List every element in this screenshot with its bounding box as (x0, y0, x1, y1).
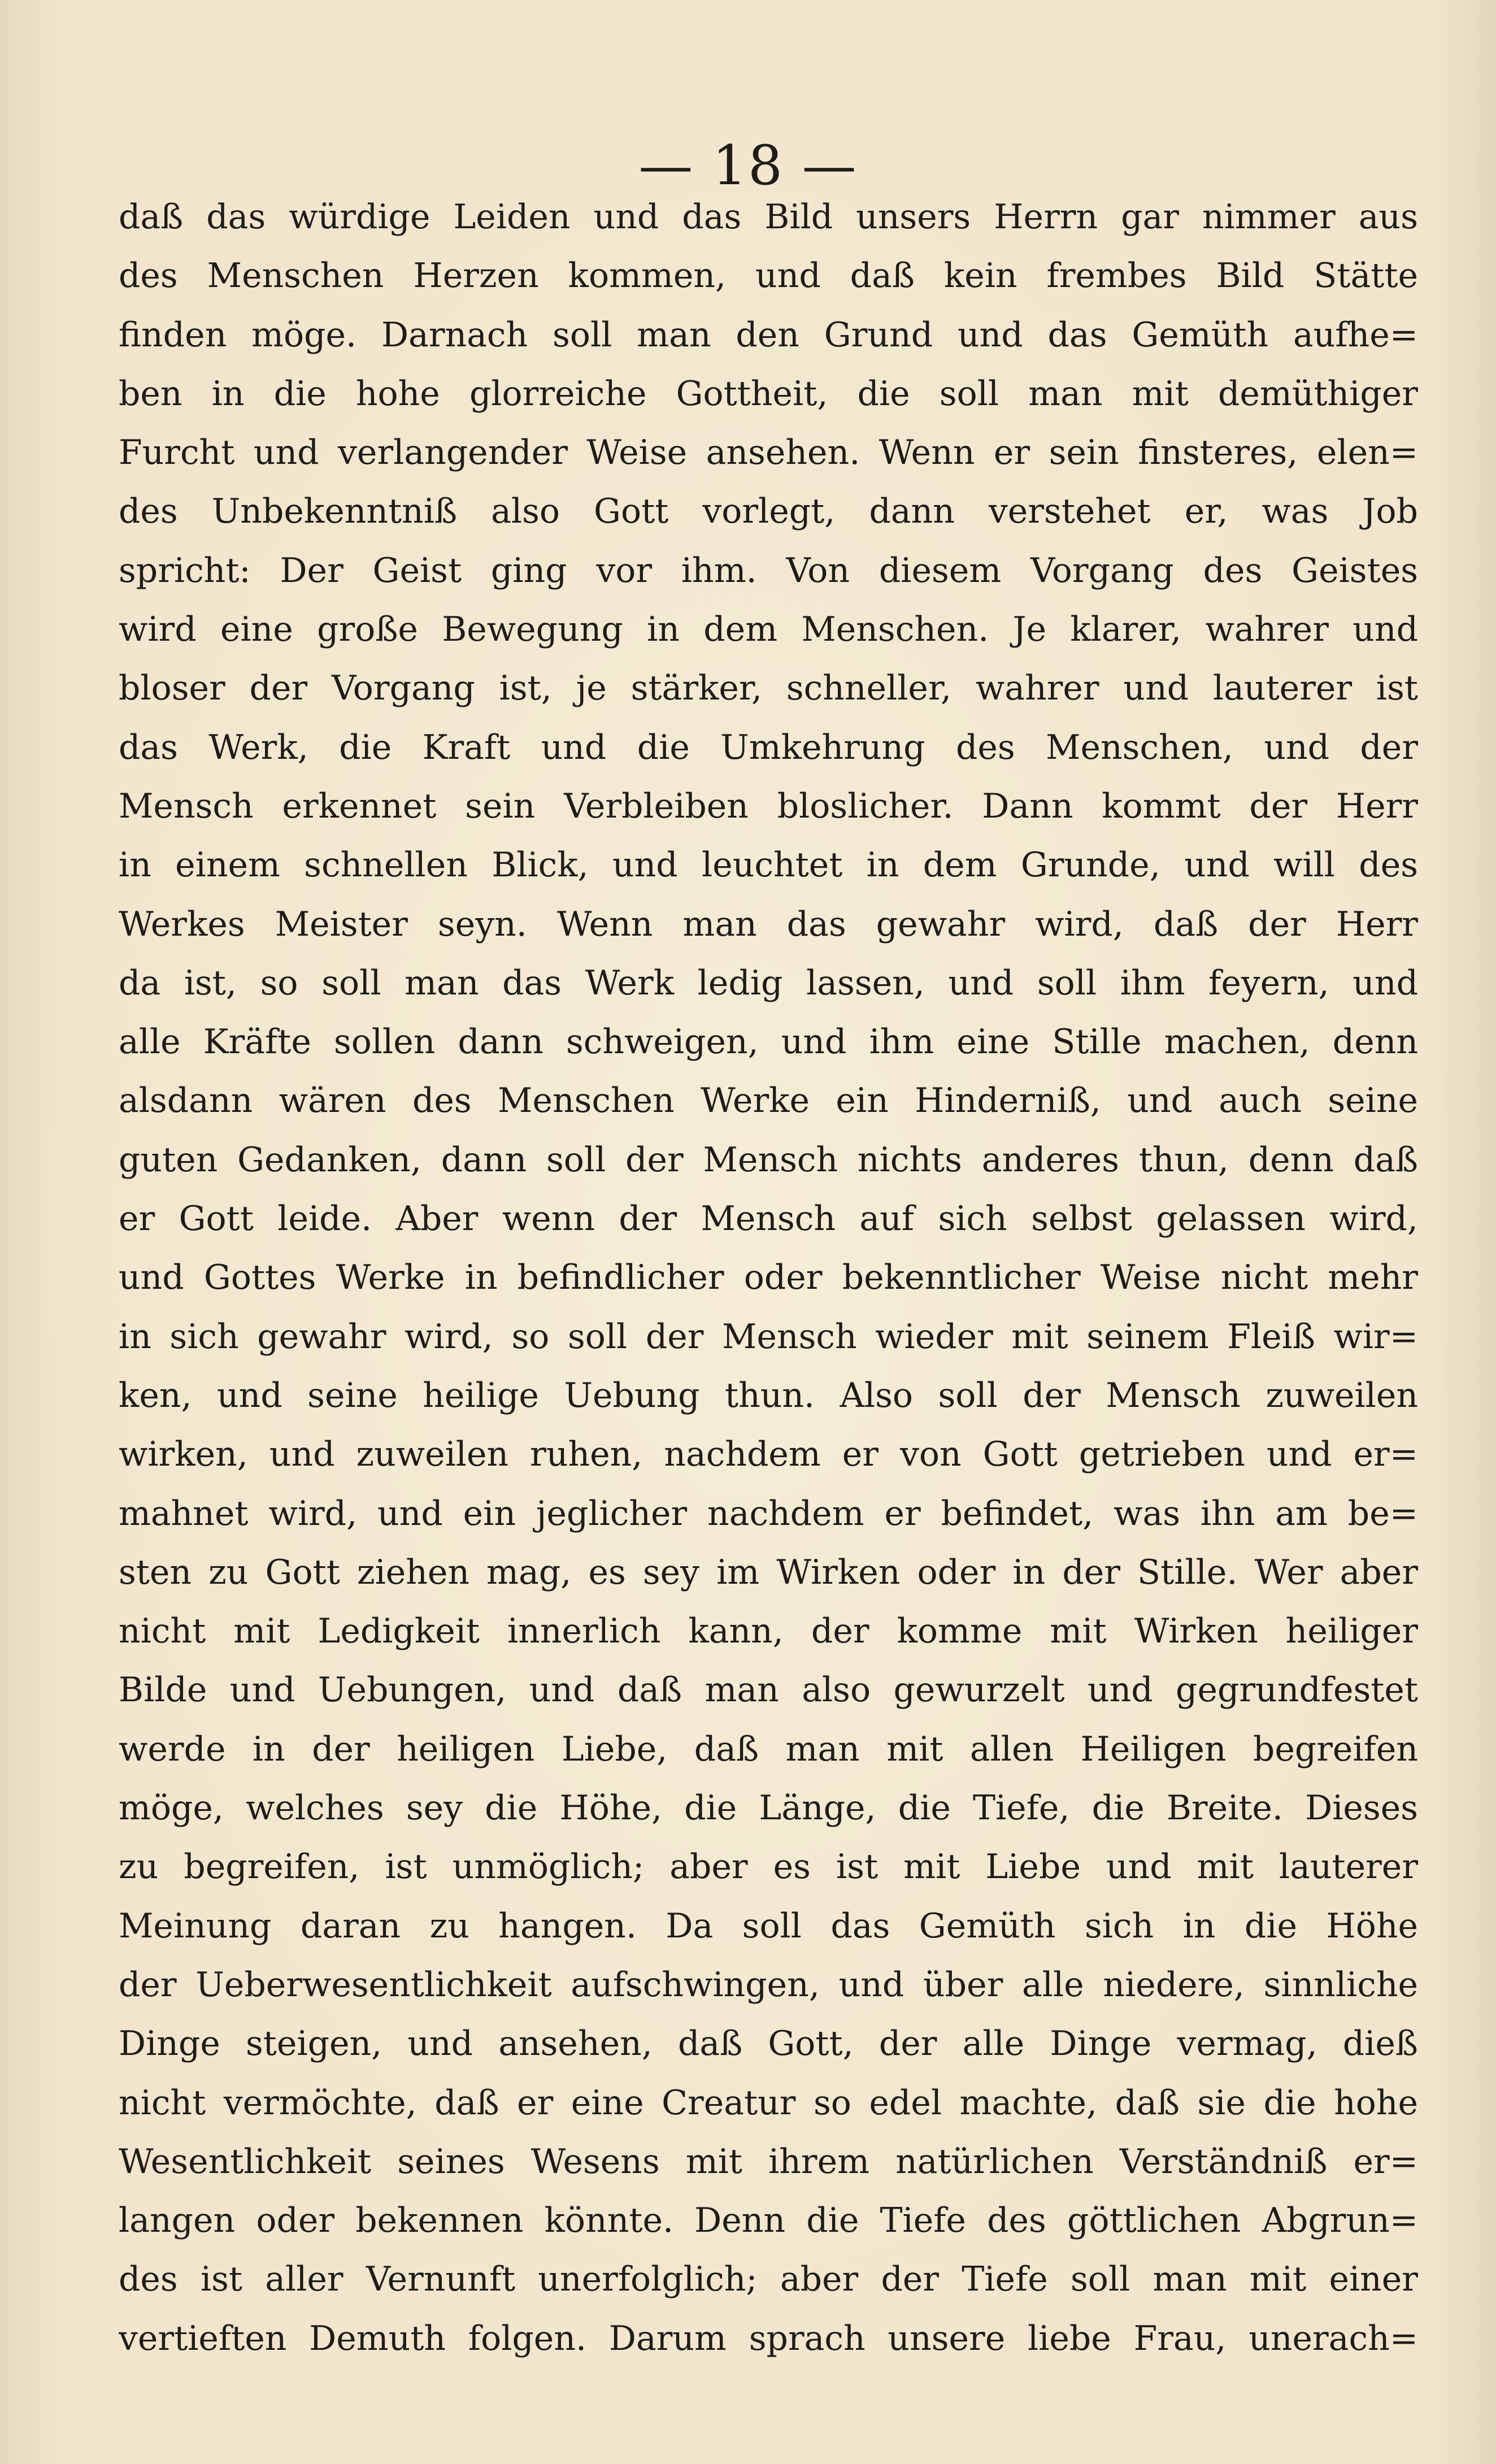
text-line: Mensch erkennet sein Verbleiben bloslicher. Dann kommt der Herr (119, 786, 1418, 826)
text-line: vertieften Demuth folgen. Darum sprach unsere liebe Frau, unerach= (119, 2318, 1418, 2358)
text-line: des ist aller Vernunft unerfolglich; aber der Tiefe soll man mit einer (119, 2259, 1418, 2300)
text-line: alsdann wären des Menschen Werke ein Hinderniß, und auch seine (119, 1081, 1418, 1121)
text-line: ken, und seine heilige Uebung thun. Also soll der Mensch zuweilen (119, 1375, 1418, 1415)
text-line: in einem schnellen Blick, und leuchtet in dem Grunde, und will des (119, 845, 1418, 885)
text-line: guten Gedanken, dann soll der Mensch nichts anderes thun, denn daß (119, 1140, 1418, 1180)
text-line: Furcht und verlangender Weise ansehen. Wenn er sein finsteres, elen= (119, 433, 1418, 473)
text-line: nicht vermöchte, daß er eine Creatur so edel machte, daß sie die hohe (119, 2083, 1418, 2123)
text-line: in sich gewahr wird, so soll der Mensch wieder mit seinem Fleiß wir= (119, 1316, 1418, 1357)
text-line: ben in die hohe glorreiche Gottheit, die soll man mit demüthiger (119, 373, 1418, 414)
text-line: bloser der Vorgang ist, je stärker, schneller, wahrer und lauterer ist (119, 668, 1418, 709)
body-text (119, 188, 1418, 2368)
text-line: alle Kräfte sollen dann schweigen, und ihm eine Stille machen, denn (119, 1022, 1418, 1062)
text-line: Werkes Meister seyn. Wenn man das gewahr wird, daß der Herr (119, 904, 1418, 944)
text-line: der Ueberwesentlichkeit aufschwingen, und über alle niedere, sinnliche (119, 1965, 1418, 2005)
text-line: möge, welches sey die Höhe, die Länge, die Tiefe, die Breite. Dieses (119, 1788, 1418, 1828)
text-line: nicht mit Ledigkeit innerlich kann, der komme mit Wirken heiliger (119, 1611, 1418, 1652)
text-line: daß das würdige Leiden und das Bild unsers Herrn gar nimmer aus (119, 197, 1418, 237)
text-line: Dinge steigen, und ansehen, daß Gott, der alle Dinge vermag, dieß (119, 2024, 1418, 2064)
text-line: Meinung daran zu hangen. Da soll das Gemüth sich in die Höhe (119, 1906, 1418, 1946)
text-line: finden möge. Darnach soll man den Grund und das Gemüth aufhe= (119, 315, 1418, 355)
text-line: da ist, so soll man das Werk ledig lassen, und soll ihm feyern, und (119, 963, 1418, 1003)
text-line: wirken, und zuweilen ruhen, nachdem er von Gott getrieben und er= (119, 1435, 1418, 1475)
text-line: werde in der heiligen Liebe, daß man mit allen Heiligen begreifen (119, 1729, 1418, 1769)
text-line: des Unbekenntniß also Gott vorlegt, dann verstehet er, was Job (119, 492, 1418, 532)
text-line: Bilde und Uebungen, und daß man also gewurzelt und gegrundfestet (119, 1670, 1418, 1710)
text-line: wird eine große Bewegung in dem Menschen. Je klarer, wahrer und (119, 610, 1418, 650)
text-line: Wesentlichkeit seines Wesens mit ihrem natürlichen Verständniß er= (119, 2141, 1418, 2181)
text-line: zu begreifen, ist unmöglich; aber es ist mit Liebe und mit lauterer (119, 1847, 1418, 1887)
text-line: des Menschen Herzen kommen, und daß kein frembes Bild Stätte (119, 256, 1418, 296)
text-line: das Werk, die Kraft und die Umkehrung des Menschen, und der (119, 727, 1418, 767)
text-line: langen oder bekennen könnte. Denn die Tiefe des göttlichen Abgrun= (119, 2201, 1418, 2241)
text-line: er Gott leide. Aber wenn der Mensch auf sich selbst gelassen wird, (119, 1199, 1418, 1239)
page-number: — 18 — (638, 134, 858, 197)
text-line: und Gottes Werke in befindlicher oder bekenntlicher Weise nicht mehr (119, 1258, 1418, 1298)
text-line: sten zu Gott ziehen mag, es sey im Wirken oder in der Stille. Wer aber (119, 1552, 1418, 1592)
text-line: spricht: Der Geist ging vor ihm. Von diesem Vorgang des Geistes (119, 550, 1418, 590)
text-line: mahnet wird, und ein jeglicher nachdem er befindet, was ihn am be= (119, 1493, 1418, 1533)
